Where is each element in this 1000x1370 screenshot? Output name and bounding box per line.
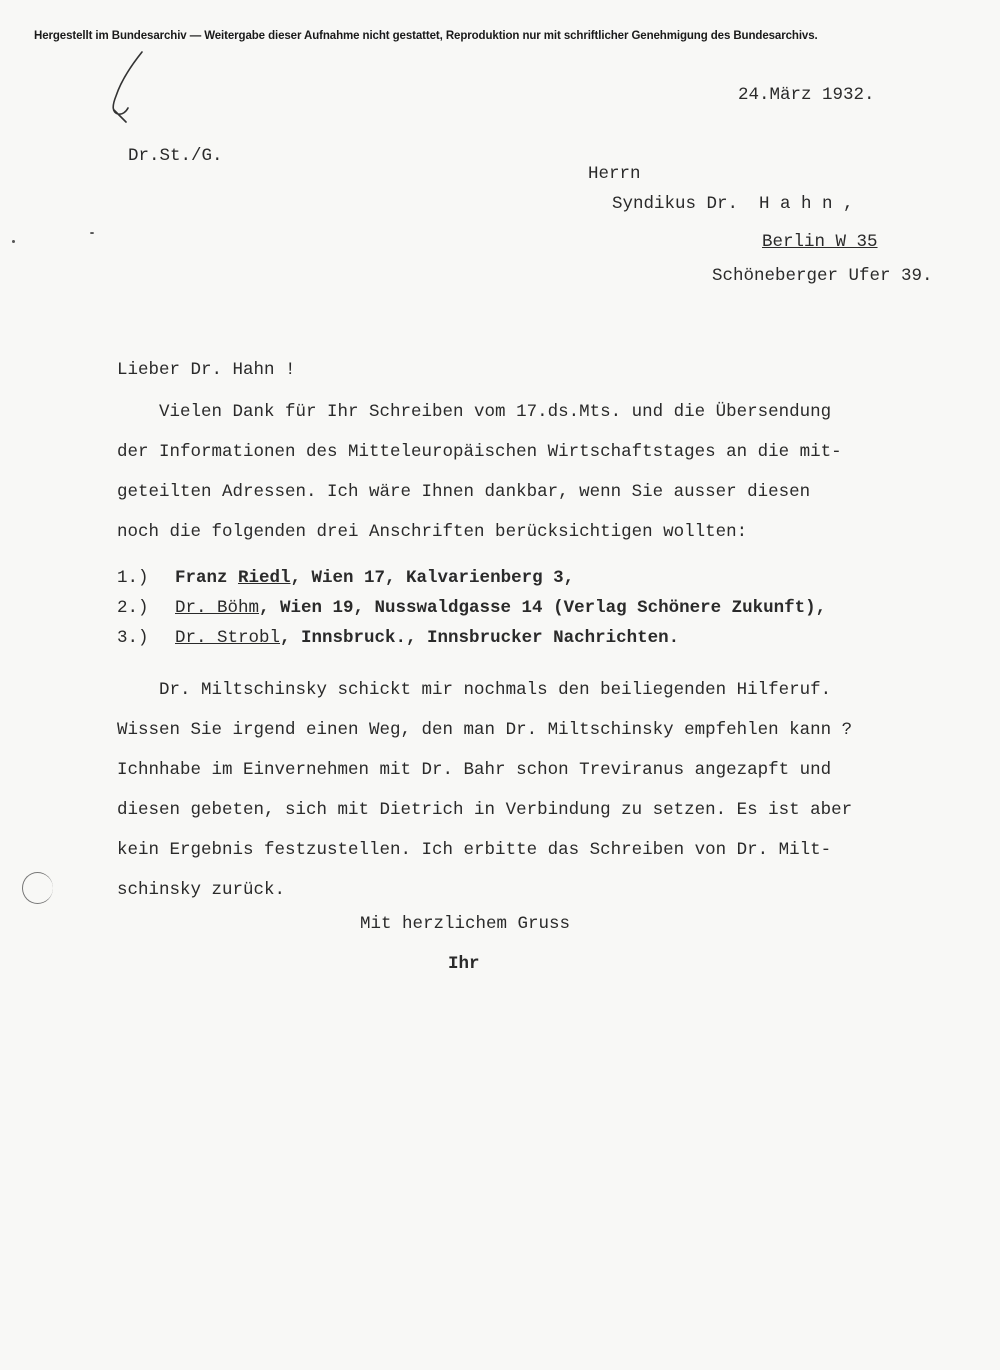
archive-header: Hergestellt im Bundesarchiv — Weitergabe dieser Aufnahme nicht gestattet, Reproduktion nur mit schriftlicher Genehmigung des Bundesarchivs.: [34, 30, 818, 42]
scan-speck: [90, 232, 94, 234]
recipient-street: Schöneberger Ufer 39.: [712, 266, 933, 286]
paragraph-line: Ichnhabe im Einvernehmen mit Dr. Bahr schon Treviranus angezapft und: [117, 760, 832, 780]
scan-speck: [12, 240, 15, 243]
paragraph-1: [117, 392, 977, 552]
paragraph-line: kein Ergebnis festzustellen. Ich erbitte das Schreiben von Dr. Milt-: [117, 840, 832, 860]
closing-line: Mit herzlichem Gruss: [360, 914, 571, 934]
recipient-city: Berlin W 35: [762, 232, 878, 252]
paragraph-line: diesen gebeten, sich mit Dietrich in Verbindung zu setzen. Es ist aber: [117, 800, 853, 820]
address-list: [117, 563, 826, 653]
reference-code: Dr.St./G.: [128, 146, 223, 166]
recipient-salutation-line: Herrn: [588, 164, 641, 184]
list-item: [117, 593, 826, 623]
list-rest: , Wien 17, Kalvarienberg 3,: [290, 568, 575, 588]
list-rest: , Wien 19, Nusswaldgasse 14 (Verlag Schönere Zukunft),: [259, 598, 827, 618]
paragraph-line: noch die folgenden drei Anschriften berücksichtigen wollten:: [117, 522, 748, 542]
list-item: [117, 623, 826, 653]
list-number: 1.): [117, 568, 149, 588]
list-number: 3.): [117, 628, 149, 648]
list-number: 2.): [117, 598, 149, 618]
recipient-name: Syndikus Dr. H a h n ,: [612, 194, 854, 214]
paragraph-line: Vielen Dank für Ihr Schreiben vom 17.ds.Mts. und die Übersendung: [117, 402, 832, 422]
letter-date: 24.März 1932.: [738, 85, 875, 105]
paragraph-line: Dr. Miltschinsky schickt mir nochmals den beiliegenden Hilferuf.: [117, 680, 832, 700]
list-rest: , Innsbruck., Innsbrucker Nachrichten.: [280, 628, 680, 648]
list-name: Dr. Böhm: [175, 598, 260, 618]
list-prefix: Franz: [175, 568, 239, 588]
list-name: Riedl: [238, 568, 291, 588]
salutation: Lieber Dr. Hahn !: [117, 360, 296, 380]
signature: Ihr: [448, 954, 480, 974]
paragraph-line: Wissen Sie irgend einen Weg, den man Dr. Miltschinsky empfehlen kann ?: [117, 720, 853, 740]
handwritten-mark: [98, 48, 158, 123]
paragraph-line: geteilten Adressen. Ich wäre Ihnen dankbar, wenn Sie ausser diesen: [117, 482, 811, 502]
paragraph-2: [117, 670, 977, 910]
punch-hole-mark: [22, 872, 53, 904]
list-name: Dr. Strobl: [175, 628, 281, 648]
paragraph-line: schinsky zurück.: [117, 880, 286, 900]
list-item: [117, 563, 826, 593]
paragraph-line: der Informationen des Mitteleuropäischen Wirtschaftstages an die mit-: [117, 442, 842, 462]
